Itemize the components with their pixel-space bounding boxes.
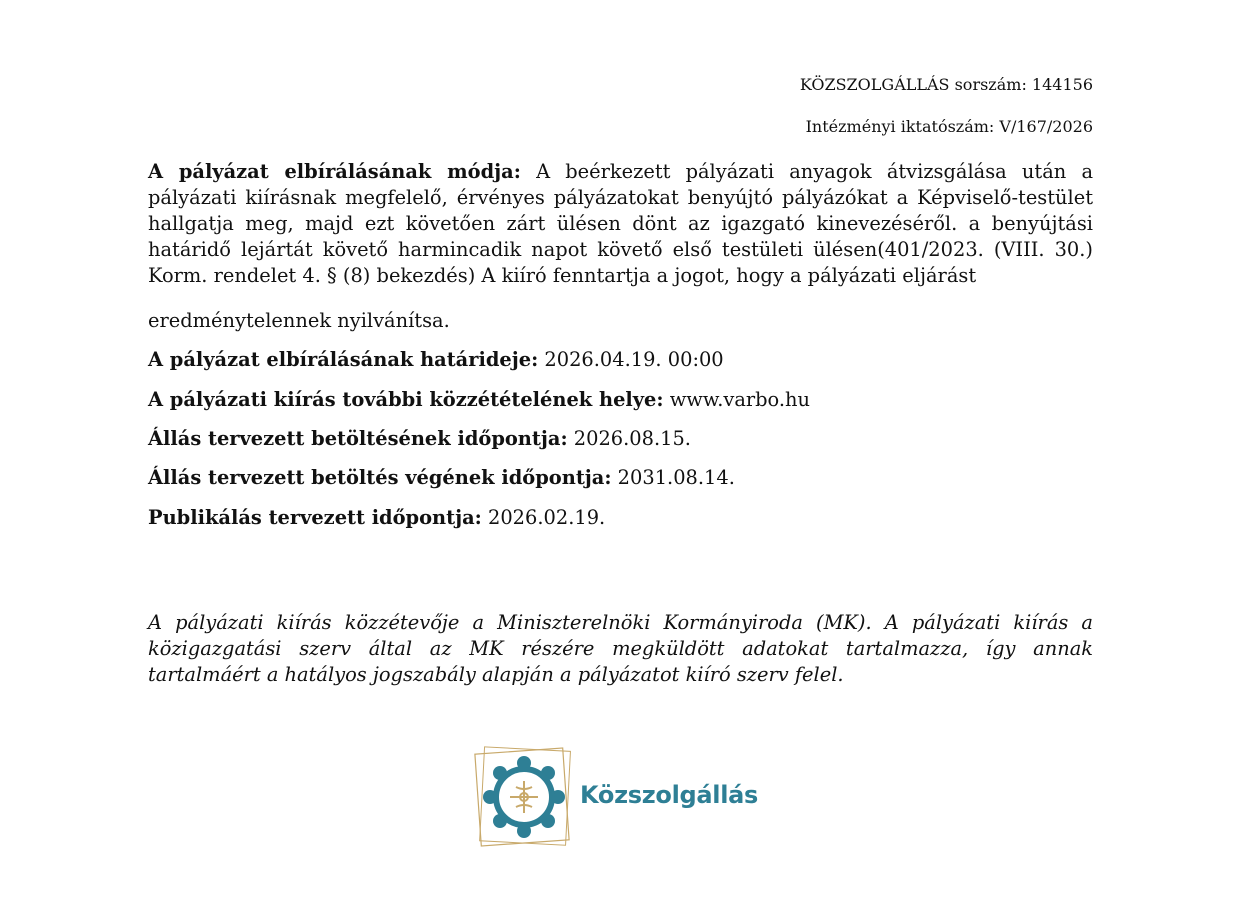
field-label: Publikálás tervezett időpontja: bbox=[148, 506, 482, 529]
field-publish-date bbox=[148, 505, 605, 531]
kozszolgallas-logo-icon bbox=[474, 743, 574, 851]
field-value: www.varbo.hu bbox=[663, 388, 811, 411]
filing-number: Intézményi iktatószám: V/167/2026 bbox=[805, 117, 1093, 136]
field-end-date bbox=[148, 465, 735, 491]
evaluation-method-continuation: eredménytelennek nyilvánítsa. bbox=[148, 309, 450, 332]
field-value: 2026.04.19. 00:00 bbox=[538, 348, 724, 371]
logo-text: Közszolgállás bbox=[580, 781, 759, 809]
field-value: 2026.08.15. bbox=[567, 427, 691, 450]
field-label: A pályázat elbírálásának határideje: bbox=[148, 348, 539, 371]
evaluation-method-label: A pályázat elbírálásának módja: bbox=[148, 160, 521, 183]
logo bbox=[474, 743, 774, 853]
field-publication-place bbox=[148, 387, 810, 413]
field-value: 2031.08.14. bbox=[611, 466, 735, 489]
field-label: Állás tervezett betöltés végének időpontja: bbox=[148, 466, 612, 489]
serial-number: KÖZSZOLGÁLLÁS sorszám: 144156 bbox=[799, 75, 1093, 94]
field-start-date bbox=[148, 426, 691, 452]
field-value: 2026.02.19. bbox=[481, 506, 606, 529]
evaluation-method-text: A beérkezett pályázati anyagok átvizsgálása után a pályázati kiírásnak megfelelő, érvényes pályázatokat benyújtó pályázókat a Képviselő-testület hallgatja meg, majd ezt követően zárt ülésen dönt az igazgató kinevezéséről. a benyújtási határidő lejártát követő harmincadik napot követő első testületi ülésen(401/2023. (VIII. 30.) Korm. rendelet 4. § (8) bekezdés) A kiíró fenntartja a jogot, hogy a pályázati eljárást bbox=[148, 160, 1094, 287]
evaluation-method-paragraph bbox=[148, 159, 1093, 289]
field-label: Állás tervezett betöltésének időpontja: bbox=[148, 427, 568, 450]
field-evaluation-deadline bbox=[148, 347, 724, 373]
field-label: A pályázati kiírás további közzétételének helye: bbox=[148, 388, 664, 411]
disclaimer-paragraph: A pályázati kiírás közzétevője a Miniszterelnöki Kormányiroda (MK). A pályázati kiírás a közigazgatási szerv által az MK részére megküldött adatokat tartalmazza, így annak tartalmáért a hatályos jogszabály alapján a pályázatot kiíró szerv felel. bbox=[148, 611, 1093, 686]
